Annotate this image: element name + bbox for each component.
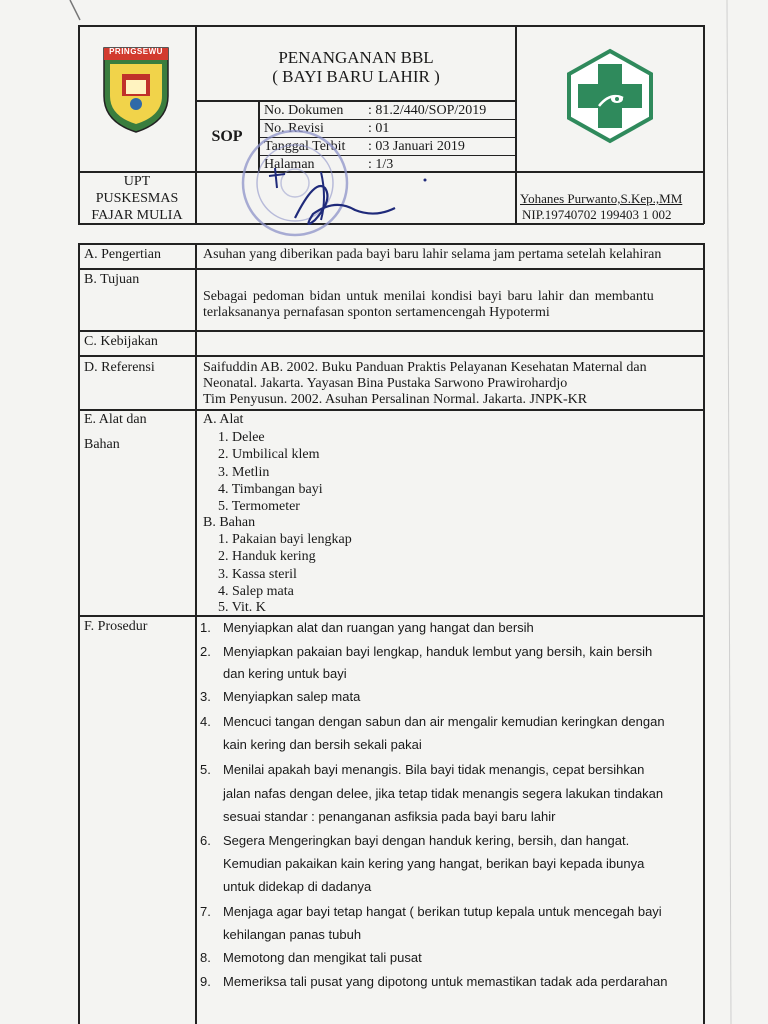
meta-value-revisi: : 01 (368, 121, 390, 136)
step-1-number: 1. (200, 620, 211, 635)
label-referensi: D. Referensi (84, 360, 155, 375)
step-8-line-1: Memotong dan mengikat tali pusat (223, 950, 422, 965)
sop-label: SOP (211, 128, 243, 145)
handwritten-signature (255, 158, 435, 238)
meta-label-halaman: Halaman (264, 157, 315, 172)
bahan-item-4: 4. Salep mata (218, 584, 294, 599)
step-9-line-1: Memeriksa tali pusat yang dipotong untuk memastikan tadak ada perdarahan (223, 974, 668, 989)
text-pengertian: Asuhan yang diberikan pada bayi baru lahir selama jam pertama setelah kelahiran (203, 247, 662, 262)
regency-logo-text: PRINGSEWU (109, 47, 163, 56)
text-tujuan-line-1: Sebagai pedoman bidan untuk menilai kondisi bayi baru lahir dan membantu (203, 289, 654, 304)
text-tujuan-line-2: terlaksananya pernafasan sponton sertamencengah Hypotermi (203, 305, 550, 320)
step-6-line-3: untuk didekap di dadanya (223, 879, 372, 894)
regency-logo (100, 44, 172, 134)
meta-label-tanggal: Tanggal Terbit (264, 139, 346, 154)
meta-label-dokumen: No. Dokumen (264, 103, 344, 118)
step-3-number: 3. (200, 689, 211, 704)
step-7-number: 7. (200, 904, 211, 919)
label-alat-line-1: E. Alat dan (84, 412, 147, 427)
step-2-line-1: Menyiapkan pakaian bayi lengkap, handuk lembut yang bersih, kain bersih (223, 644, 653, 659)
label-alat-line-2: Bahan (84, 437, 120, 452)
step-6-line-1: Segera Mengeringkan bayi dengan handuk kering, bersih, dan hangat. (223, 833, 630, 848)
step-5-line-1: Menilai apakah bayi menangis. Bila bayi tidak menangis, cepat bersihkan (223, 762, 645, 777)
step-3-line-1: Menyiapkan salep mata (223, 689, 361, 704)
label-prosedur: F. Prosedur (84, 619, 148, 634)
step-4-line-1: Mencuci tangan dengan sabun dan air mengalir kemudian keringkan dengan (223, 714, 665, 729)
bahan-item-2: 2. Handuk kering (218, 549, 316, 564)
step-4-line-2: kain kering dan bersih sekali pakai (223, 737, 422, 752)
step-2-line-2: dan kering untuk bayi (223, 666, 347, 681)
bahan-item-1: 1. Pakaian bayi lengkap (218, 532, 352, 547)
step-6-line-2: Kemudian pakaikan kain kering yang hangat, berikan bayi kepada ibunya (223, 856, 645, 871)
document-subtitle: ( BAYI BARU LAHIR ) (272, 67, 440, 86)
text-referensi-line-3: Tim Penyusun. 2002. Asuhan Persalinan Normal. Jakarta. JNPK-KR (203, 392, 588, 407)
meta-value-dokumen: : 81.2/440/SOP/2019 (368, 103, 487, 118)
signer-nip: NIP.19740702 199403 1 002 (522, 207, 672, 222)
alat-item-4: 4. Timbangan bayi (218, 482, 323, 497)
group-alat: A. Alat (203, 412, 244, 427)
label-pengertian: A. Pengertian (84, 247, 161, 262)
text-referensi-line-2: Neonatal. Jakarta. Yayasan Bina Pustaka Sarwono Prawirohardjo (203, 376, 568, 391)
step-7-line-2: kehilangan panas tubuh (223, 927, 362, 942)
alat-item-3: 3. Metlin (218, 465, 270, 480)
meta-value-tanggal: : 03 Januari 2019 (368, 139, 465, 154)
unit-line-2: PUSKESMAS (95, 191, 179, 206)
step-1-line-1: Menyiapkan alat dan ruangan yang hangat dan bersih (223, 620, 534, 635)
step-2-number: 2. (200, 644, 211, 659)
alat-item-5: 5. Termometer (218, 499, 300, 514)
meta-value-halaman: : 1/3 (368, 157, 394, 172)
step-5-line-3: sesuai standar : penanganan asfiksia pada bayi baru lahir (223, 809, 556, 824)
signer-name: Yohanes Purwanto,S.Kep.,MM (520, 191, 683, 206)
step-5-number: 5. (200, 762, 211, 777)
alat-item-1: 1. Delee (218, 430, 265, 445)
group-bahan: B. Bahan (203, 515, 256, 530)
bahan-item-3: 3. Kassa steril (218, 567, 297, 582)
puskesmas-logo (565, 48, 655, 144)
step-8-number: 8. (200, 950, 211, 965)
step-9-number: 9. (200, 974, 211, 989)
text-referensi-line-1: Saifuddin AB. 2002. Buku Panduan Praktis Pelayanan Kesehatan Maternal dan (203, 360, 647, 375)
label-kebijakan: C. Kebijakan (84, 334, 158, 349)
document-title: PENANGANAN BBL (278, 48, 434, 67)
step-4-number: 4. (200, 714, 211, 729)
meta-label-revisi: No. Revisi (264, 121, 324, 136)
unit-line-1: UPT (123, 174, 151, 189)
alat-item-2: 2. Umbilical klem (218, 447, 320, 462)
unit-line-3: FAJAR MULIA (91, 208, 183, 223)
bahan-item-5: 5. Vit. K (218, 600, 266, 615)
step-5-line-2: jalan nafas dengan delee, jika tetap tidak menangis segera lakukan tindakan (223, 786, 664, 801)
step-6-number: 6. (200, 833, 211, 848)
label-tujuan: B. Tujuan (84, 272, 140, 287)
step-7-line-1: Menjaga agar bayi tetap hangat ( berikan tutup kepala untuk mencegah bayi (223, 904, 662, 919)
